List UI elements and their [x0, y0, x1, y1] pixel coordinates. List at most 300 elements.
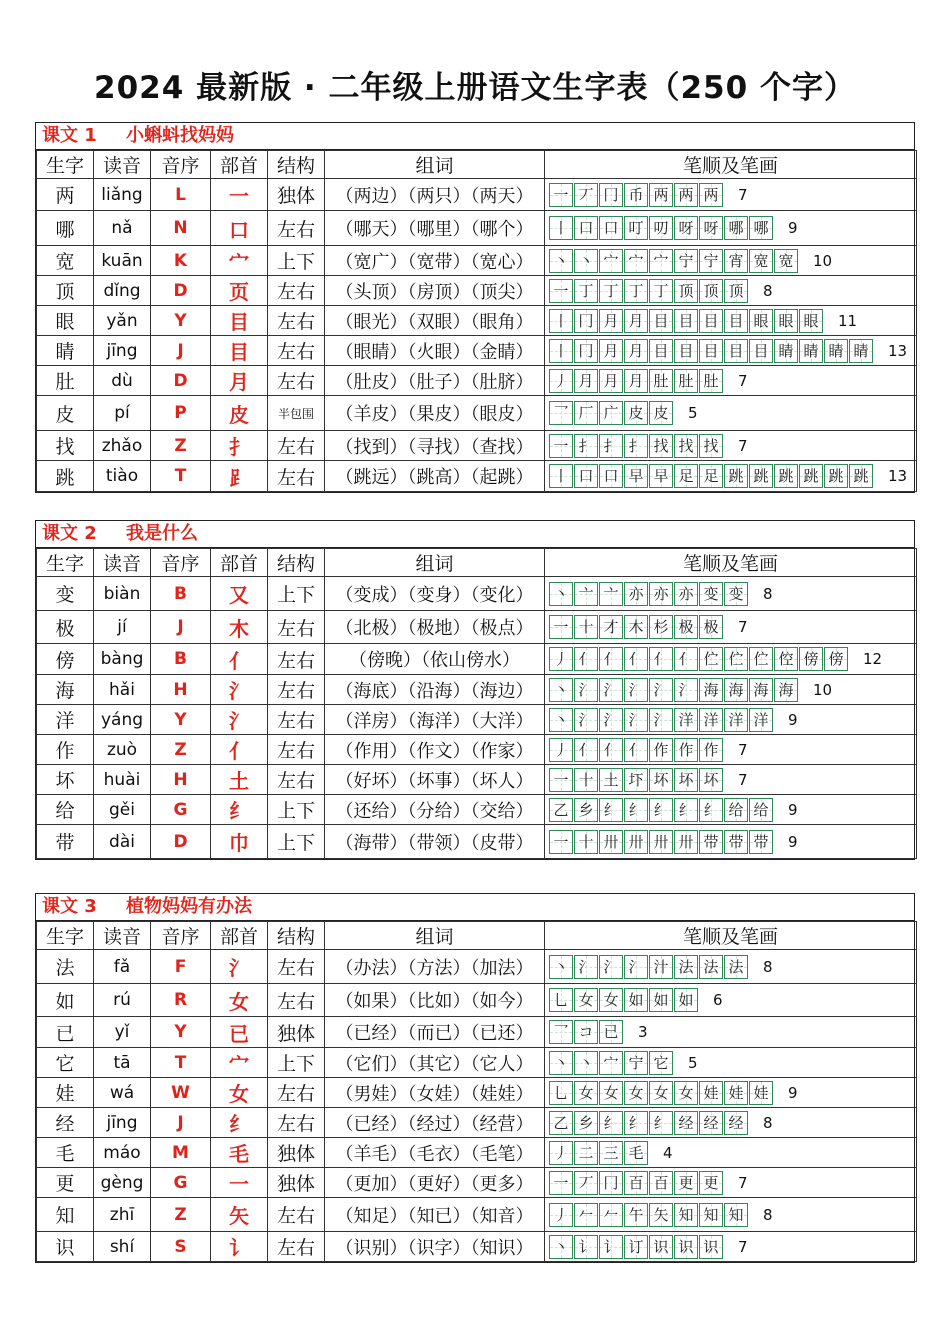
- stroke-step-glyph: 更: [678, 1173, 694, 1192]
- stroke-count: 7: [738, 1237, 748, 1256]
- stroke-order-strip: [549, 216, 774, 240]
- stroke-step-glyph: 作: [653, 740, 669, 759]
- stroke-step-box: [624, 249, 648, 273]
- stroke-step-glyph: 纟: [628, 1113, 644, 1132]
- word-group-cell: （头顶）（房顶）（顶尖）: [325, 276, 545, 306]
- stroke-step-box: [549, 582, 573, 606]
- initial-letter-cell: D: [151, 825, 211, 859]
- stroke-step-box: [624, 1235, 648, 1259]
- stroke-order-strip: [549, 464, 874, 488]
- stroke-step-box: [749, 647, 773, 671]
- stroke-order-strip: [549, 988, 699, 1012]
- table-row: [37, 336, 917, 366]
- stroke-step-glyph: 月: [603, 371, 619, 390]
- stroke-step-box: [724, 1111, 748, 1135]
- stroke-step-box: [624, 1171, 648, 1195]
- stroke-count: 5: [688, 404, 698, 422]
- stroke-step-glyph: 口: [603, 467, 619, 485]
- radical-cell: 目: [211, 306, 268, 336]
- stroke-step-glyph: 目: [703, 311, 719, 330]
- stroke-count: 4: [663, 1143, 673, 1162]
- stroke-step-glyph: 𠂉: [578, 1205, 594, 1224]
- stroke-step-glyph: 目: [653, 341, 669, 360]
- stroke-step-box: [649, 647, 673, 671]
- stroke-step-box: [749, 708, 773, 732]
- stroke-step-glyph: 纟: [678, 800, 694, 819]
- stroke-step-box: [624, 955, 648, 979]
- stroke-step-glyph: 乙: [553, 1113, 569, 1132]
- stroke-step-glyph: 睛: [828, 341, 844, 360]
- stroke-step-box: [599, 582, 623, 606]
- pinyin-cell: hǎi: [94, 675, 151, 705]
- initial-letter-cell: P: [151, 396, 211, 431]
- stroke-count: 8: [763, 957, 773, 976]
- stroke-order-cell: [545, 211, 917, 246]
- word-group-cell: （它们）（其它）（它人）: [325, 1048, 545, 1078]
- stroke-order-cell: [545, 984, 917, 1017]
- column-header: 读音: [94, 549, 151, 577]
- radical-cell: 土: [211, 765, 268, 795]
- stroke-step-box: [624, 1081, 648, 1105]
- stroke-step-box: [649, 582, 673, 606]
- word-group-cell: （更加）（更好）（更多）: [325, 1168, 545, 1198]
- stroke-step-box: [574, 830, 598, 854]
- stroke-step-box: [674, 768, 698, 792]
- stroke-order-strip: [549, 339, 874, 363]
- stroke-count: 9: [788, 800, 798, 819]
- table-header-row: [37, 151, 917, 179]
- stroke-step-glyph: 皮: [653, 404, 669, 422]
- stroke-step-box: [624, 768, 648, 792]
- stroke-step-glyph: 亻: [578, 650, 594, 668]
- stroke-step-glyph: 跳: [728, 467, 744, 485]
- stroke-step-box: [549, 738, 573, 762]
- pinyin-cell: dài: [94, 825, 151, 859]
- stroke-step-glyph: 乛: [553, 404, 569, 422]
- stroke-step-box: [624, 1111, 648, 1135]
- stroke-step-box: [699, 1111, 723, 1135]
- stroke-step-box: [599, 369, 623, 393]
- stroke-step-glyph: 宀: [603, 251, 619, 270]
- stroke-step-box: [724, 708, 748, 732]
- stroke-step-box: [699, 1235, 723, 1259]
- column-header: 读音: [94, 151, 151, 179]
- stroke-step-box: [599, 309, 623, 333]
- radical-cell: 纟: [211, 1108, 268, 1138]
- stroke-step-box: [849, 464, 873, 488]
- character-cell: 娃: [37, 1078, 94, 1108]
- stroke-step-box: [549, 434, 573, 458]
- stroke-step-box: [749, 464, 773, 488]
- stroke-step-glyph: 丶: [553, 584, 569, 603]
- stroke-step-box: [599, 1203, 623, 1227]
- stroke-step-glyph: 一: [553, 281, 569, 300]
- stroke-count: 5: [688, 1053, 698, 1072]
- initial-letter-cell: D: [151, 276, 211, 306]
- stroke-step-glyph: 女: [603, 1083, 619, 1102]
- stroke-step-box: [599, 339, 623, 363]
- character-cell: 它: [37, 1048, 94, 1078]
- table-row: [37, 461, 917, 492]
- stroke-step-box: [724, 1203, 748, 1227]
- column-header: 生字: [37, 151, 94, 179]
- character-cell: 哪: [37, 211, 94, 246]
- stroke-step-glyph: 广: [603, 404, 619, 422]
- stroke-step-box: [699, 768, 723, 792]
- stroke-order-cell: [545, 644, 917, 675]
- stroke-step-glyph: 眼: [803, 311, 819, 330]
- stroke-step-glyph: 知: [703, 1205, 719, 1224]
- stroke-step-box: [549, 647, 573, 671]
- radical-cell: ⻊: [211, 461, 268, 492]
- stroke-step-glyph: 睛: [803, 341, 819, 360]
- stroke-step-box: [699, 955, 723, 979]
- stroke-step-box: [699, 615, 723, 639]
- initial-letter-cell: K: [151, 246, 211, 276]
- radical-cell: 口: [211, 211, 268, 246]
- stroke-count: 11: [838, 311, 858, 330]
- stroke-step-glyph: 皮: [628, 404, 644, 422]
- stroke-step-box: [624, 647, 648, 671]
- pinyin-cell: dù: [94, 366, 151, 396]
- column-header: 音序: [151, 922, 211, 950]
- stroke-step-glyph: 丶: [553, 1053, 569, 1072]
- stroke-step-box: [724, 647, 748, 671]
- stroke-step-glyph: 海: [778, 680, 794, 699]
- character-cell: 找: [37, 431, 94, 461]
- stroke-step-box: [674, 216, 698, 240]
- word-group-cell: （找到）（寻找）（查找）: [325, 431, 545, 461]
- stroke-step-box: [624, 279, 648, 303]
- stroke-step-glyph: 法: [728, 957, 744, 976]
- stroke-step-box: [549, 708, 573, 732]
- initial-letter-cell: B: [151, 644, 211, 675]
- stroke-step-box: [549, 1051, 573, 1075]
- stroke-step-glyph: 毛: [628, 1143, 644, 1162]
- stroke-count: 7: [738, 436, 748, 455]
- stroke-step-glyph: 宀: [628, 251, 644, 270]
- table-row: [37, 1198, 917, 1232]
- page-title: 2024 最新版 · 二年级上册语文生字表（250 个字）: [94, 70, 856, 106]
- stroke-step-box: [649, 615, 673, 639]
- stroke-step-glyph: 顶: [678, 281, 694, 300]
- stroke-order-strip: [549, 1171, 724, 1195]
- stroke-step-box: [549, 1081, 573, 1105]
- stroke-step-glyph: 月: [628, 311, 644, 330]
- pinyin-cell: liǎng: [94, 179, 151, 211]
- stroke-step-box: [699, 830, 723, 854]
- stroke-order-cell: [545, 336, 917, 366]
- stroke-step-glyph: 目: [728, 341, 744, 360]
- pinyin-cell: yǎn: [94, 306, 151, 336]
- stroke-step-glyph: 带: [703, 832, 719, 851]
- stroke-step-glyph: 如: [628, 991, 644, 1009]
- stroke-step-box: [649, 678, 673, 702]
- pinyin-cell: gèng: [94, 1168, 151, 1198]
- structure-cell: 左右: [268, 366, 325, 396]
- column-header: 笔顺及笔画: [545, 549, 917, 577]
- radical-cell: 亻: [211, 644, 268, 675]
- stroke-step-glyph: 叨: [653, 219, 669, 237]
- structure-cell: 左右: [268, 705, 325, 735]
- structure-cell: 左右: [268, 276, 325, 306]
- column-header: 组词: [325, 922, 545, 950]
- stroke-step-box: [649, 216, 673, 240]
- stroke-step-glyph: 宁: [628, 1053, 644, 1072]
- radical-cell: 皮: [211, 396, 268, 431]
- stroke-step-box: [574, 183, 598, 207]
- stroke-step-box: [699, 216, 723, 240]
- pinyin-cell: máo: [94, 1138, 151, 1168]
- stroke-step-glyph: 乙: [553, 800, 569, 819]
- stroke-step-box: [624, 708, 648, 732]
- stroke-step-box: [599, 738, 623, 762]
- stroke-step-box: [749, 1081, 773, 1105]
- stroke-step-box: [599, 798, 623, 822]
- stroke-step-glyph: 宽: [778, 251, 794, 270]
- stroke-step-box: [724, 249, 748, 273]
- radical-cell: 一: [211, 179, 268, 211]
- column-header: 音序: [151, 151, 211, 179]
- column-header: 笔顺及笔画: [545, 151, 917, 179]
- stroke-step-glyph: 亦: [628, 584, 644, 603]
- stroke-step-glyph: 月: [628, 371, 644, 390]
- stroke-step-box: [549, 615, 573, 639]
- stroke-order-cell: [545, 306, 917, 336]
- stroke-step-box: [649, 279, 673, 303]
- stroke-step-glyph: 海: [753, 680, 769, 699]
- stroke-step-glyph: 娃: [703, 1083, 719, 1102]
- stroke-order-cell: [545, 825, 917, 859]
- word-group-cell: （羊皮）（果皮）（眼皮）: [325, 396, 545, 431]
- stroke-step-box: [749, 339, 773, 363]
- column-header: 组词: [325, 549, 545, 577]
- stroke-step-box: [599, 1111, 623, 1135]
- stroke-step-glyph: 目: [703, 341, 719, 360]
- stroke-step-glyph: 丨: [553, 219, 569, 237]
- stroke-step-glyph: 海: [703, 680, 719, 699]
- stroke-step-glyph: 氵: [603, 680, 619, 699]
- stroke-step-box: [574, 768, 598, 792]
- word-group-cell: （哪天）（哪里）（哪个）: [325, 211, 545, 246]
- stroke-step-box: [624, 464, 648, 488]
- stroke-step-box: [649, 1171, 673, 1195]
- stroke-step-glyph: 丿: [553, 740, 569, 759]
- stroke-step-glyph: 乛: [553, 1023, 569, 1041]
- stroke-step-glyph: 汁: [653, 957, 669, 976]
- stroke-order-strip: [549, 1051, 674, 1075]
- stroke-count: 12: [863, 650, 883, 668]
- stroke-order-strip: [549, 1020, 624, 1044]
- stroke-step-glyph: 扌: [628, 436, 644, 455]
- column-header: 部首: [211, 922, 268, 950]
- stroke-step-box: [674, 798, 698, 822]
- stroke-step-box: [624, 1203, 648, 1227]
- character-cell: 海: [37, 675, 94, 705]
- stroke-step-box: [649, 339, 673, 363]
- stroke-step-box: [574, 1081, 598, 1105]
- stroke-step-glyph: 识: [653, 1237, 669, 1256]
- stroke-step-glyph: 极: [703, 618, 719, 636]
- stroke-step-box: [624, 988, 648, 1012]
- word-group-cell: （宽广）（宽带）（宽心）: [325, 246, 545, 276]
- stroke-step-box: [674, 183, 698, 207]
- structure-cell: 左右: [268, 984, 325, 1017]
- stroke-step-glyph: 足: [678, 467, 694, 485]
- stroke-step-box: [574, 1020, 598, 1044]
- stroke-step-box: [699, 678, 723, 702]
- stroke-step-box: [574, 1141, 598, 1165]
- stroke-order-cell: [545, 1048, 917, 1078]
- lesson-name: 我是什么: [126, 523, 198, 544]
- word-group-cell: （已经）（经过）（经营）: [325, 1108, 545, 1138]
- stroke-step-glyph: 氵: [653, 710, 669, 729]
- stroke-order-strip: [549, 708, 774, 732]
- table-row: [37, 1048, 917, 1078]
- stroke-step-glyph: 两: [703, 185, 719, 204]
- pinyin-cell: wá: [94, 1078, 151, 1108]
- structure-cell: 半包围: [268, 396, 325, 431]
- stroke-step-glyph: 乚: [553, 991, 569, 1009]
- character-cell: 傍: [37, 644, 94, 675]
- structure-cell: 独体: [268, 1017, 325, 1048]
- stroke-step-box: [774, 339, 798, 363]
- stroke-step-box: [574, 1235, 598, 1259]
- stroke-step-box: [549, 768, 573, 792]
- stroke-order-strip: [549, 1141, 649, 1165]
- stroke-order-strip: [549, 678, 799, 702]
- stroke-step-box: [674, 647, 698, 671]
- stroke-step-glyph: 海: [728, 680, 744, 699]
- stroke-step-glyph: 洋: [678, 710, 694, 729]
- table-row: [37, 1108, 917, 1138]
- stroke-step-box: [699, 582, 723, 606]
- stroke-step-box: [799, 464, 823, 488]
- stroke-step-glyph: 亻: [653, 650, 669, 668]
- stroke-order-cell: [545, 1108, 917, 1138]
- stroke-step-box: [574, 798, 598, 822]
- stroke-step-box: [599, 647, 623, 671]
- stroke-step-glyph: 氵: [628, 680, 644, 699]
- stroke-step-glyph: 月: [578, 371, 594, 390]
- stroke-step-glyph: 丁: [578, 281, 594, 300]
- stroke-step-box: [624, 1141, 648, 1165]
- stroke-step-glyph: 早: [628, 467, 644, 485]
- stroke-step-glyph: 跳: [778, 467, 794, 485]
- table-row: [37, 179, 917, 211]
- table-row: [37, 795, 917, 825]
- stroke-count: 9: [788, 832, 798, 851]
- stroke-step-glyph: 坏: [653, 770, 669, 789]
- stroke-step-glyph: 一: [553, 618, 569, 636]
- stroke-step-glyph: 丁: [653, 281, 669, 300]
- stroke-count: 10: [813, 251, 833, 270]
- stroke-step-box: [724, 279, 748, 303]
- pinyin-cell: tā: [94, 1048, 151, 1078]
- stroke-step-box: [574, 1203, 598, 1227]
- character-cell: 识: [37, 1232, 94, 1262]
- word-group-cell: （眼睛）（火眼）（金睛）: [325, 336, 545, 366]
- stroke-step-box: [649, 738, 673, 762]
- word-group-cell: （还给）（分给）（交给）: [325, 795, 545, 825]
- table-row: [37, 1017, 917, 1048]
- stroke-count: 7: [738, 740, 748, 759]
- stroke-step-box: [674, 1081, 698, 1105]
- stroke-step-box: [599, 830, 623, 854]
- lesson-header: [36, 894, 914, 921]
- stroke-step-box: [549, 339, 573, 363]
- stroke-step-box: [624, 830, 648, 854]
- initial-letter-cell: H: [151, 765, 211, 795]
- stroke-step-box: [549, 1020, 573, 1044]
- stroke-step-glyph: 伫: [753, 650, 769, 668]
- stroke-step-glyph: 氵: [603, 710, 619, 729]
- stroke-step-box: [574, 339, 598, 363]
- stroke-step-glyph: 目: [753, 341, 769, 360]
- stroke-step-glyph: 氵: [603, 957, 619, 976]
- stroke-step-glyph: 找: [678, 436, 694, 455]
- stroke-step-glyph: 知: [678, 1205, 694, 1224]
- stroke-count: 7: [738, 770, 748, 789]
- word-group-cell: （肚皮）（肚子）（肚脐）: [325, 366, 545, 396]
- stroke-step-box: [749, 216, 773, 240]
- stroke-step-box: [724, 798, 748, 822]
- radical-cell: 扌: [211, 431, 268, 461]
- stroke-step-glyph: 经: [728, 1113, 744, 1132]
- stroke-count: 7: [738, 618, 748, 636]
- stroke-step-box: [724, 955, 748, 979]
- stroke-step-box: [674, 955, 698, 979]
- stroke-step-box: [774, 647, 798, 671]
- stroke-count: 9: [788, 710, 798, 729]
- pinyin-cell: yǐ: [94, 1017, 151, 1048]
- initial-letter-cell: J: [151, 336, 211, 366]
- stroke-step-glyph: 月: [603, 311, 619, 330]
- stroke-step-glyph: 知: [728, 1205, 744, 1224]
- stroke-step-glyph: 厂: [578, 404, 594, 422]
- stroke-step-glyph: 带: [753, 832, 769, 851]
- stroke-step-box: [674, 434, 698, 458]
- structure-cell: 左右: [268, 950, 325, 984]
- stroke-step-box: [649, 1235, 673, 1259]
- stroke-step-box: [649, 955, 673, 979]
- stroke-order-strip: [549, 830, 774, 854]
- initial-letter-cell: W: [151, 1078, 211, 1108]
- stroke-step-box: [624, 738, 648, 762]
- stroke-step-box: [574, 647, 598, 671]
- stroke-step-glyph: 冂: [603, 185, 619, 204]
- stroke-step-box: [674, 988, 698, 1012]
- lesson-3: [35, 893, 915, 1263]
- stroke-order-cell: [545, 431, 917, 461]
- stroke-step-box: [549, 401, 573, 425]
- word-group-cell: （洋房）（海洋）（大洋）: [325, 705, 545, 735]
- stroke-step-box: [674, 738, 698, 762]
- stroke-step-glyph: 亻: [628, 650, 644, 668]
- stroke-order-cell: [545, 1232, 917, 1262]
- stroke-count: 8: [763, 584, 773, 603]
- radical-cell: 页: [211, 276, 268, 306]
- stroke-step-box: [799, 309, 823, 333]
- word-group-cell: （知足）（知已）（知音）: [325, 1198, 545, 1232]
- stroke-step-glyph: 圷: [628, 770, 644, 789]
- initial-letter-cell: J: [151, 611, 211, 644]
- structure-cell: 左右: [268, 306, 325, 336]
- stroke-order-cell: [545, 795, 917, 825]
- stroke-step-glyph: 月: [603, 341, 619, 360]
- stroke-step-glyph: 跳: [753, 467, 769, 485]
- stroke-count: 7: [738, 371, 748, 390]
